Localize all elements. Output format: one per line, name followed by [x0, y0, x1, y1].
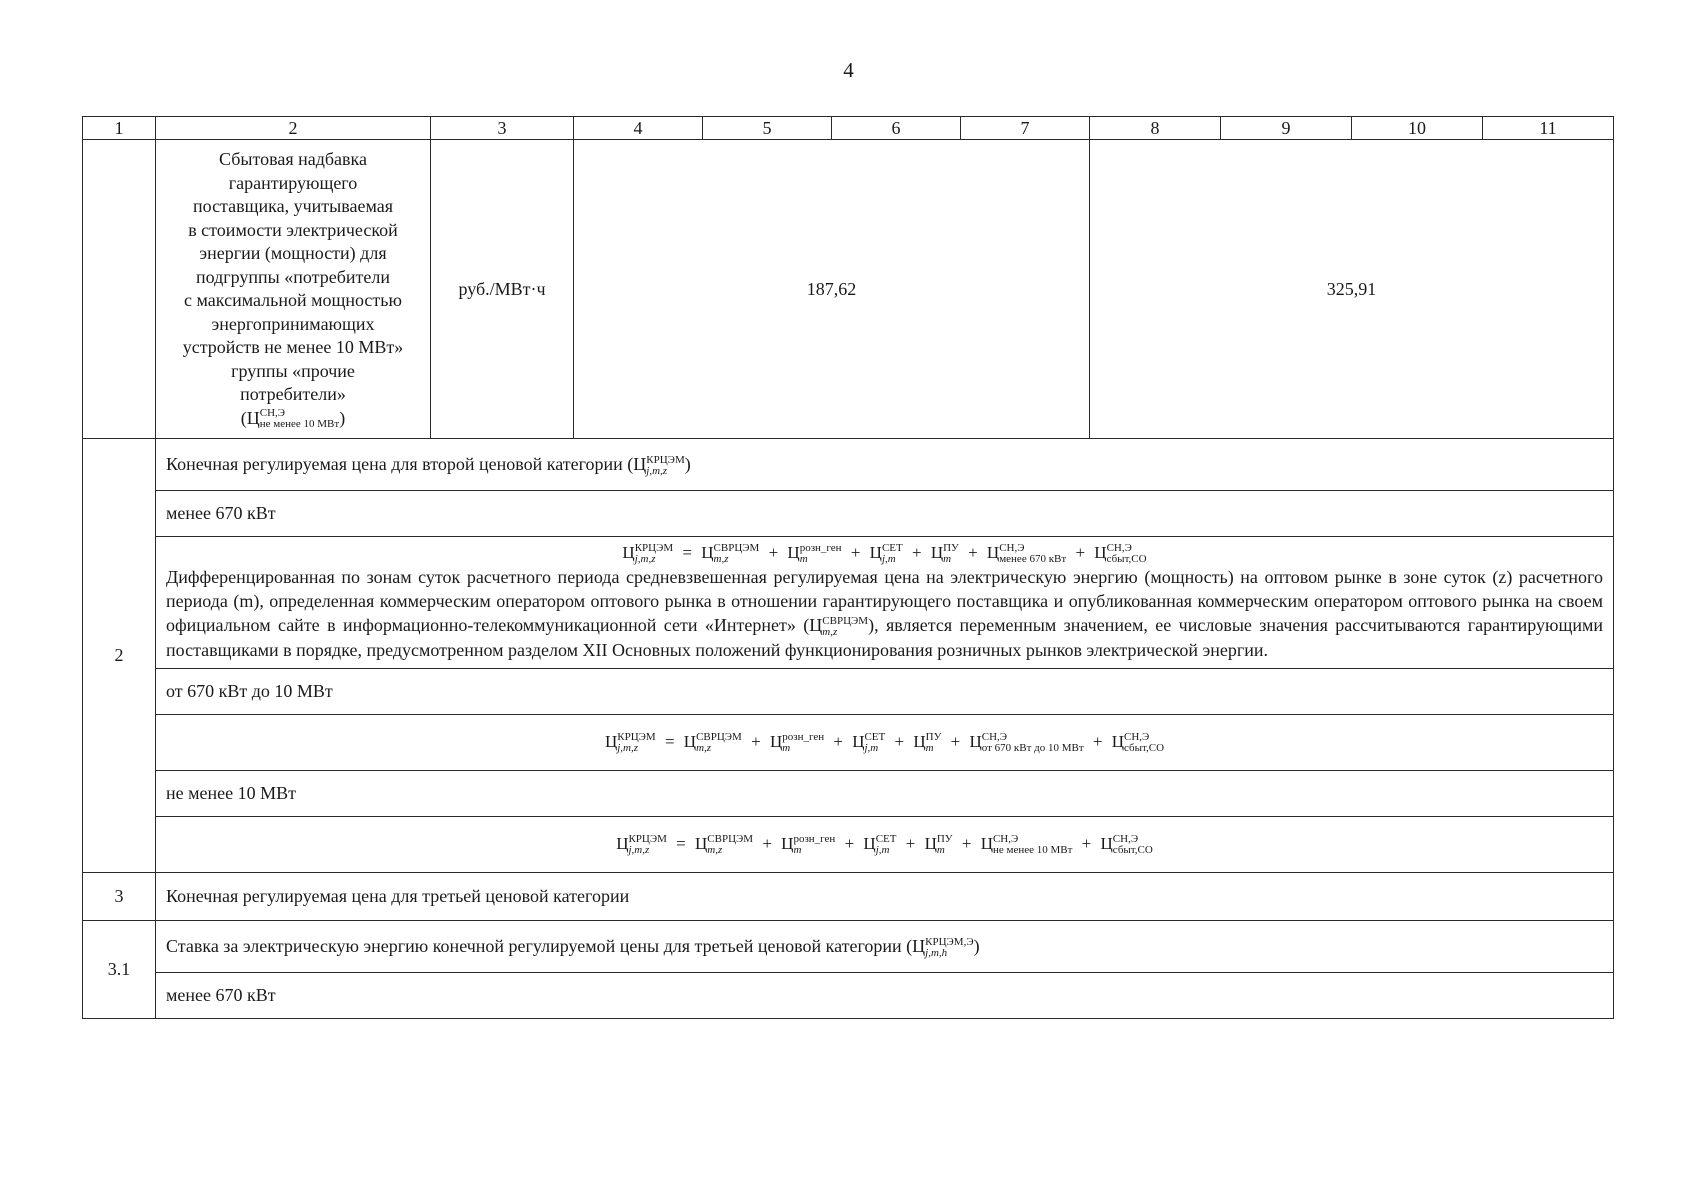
desc-line: группы «прочие — [231, 360, 355, 381]
formula2: Ц КРЦЭМ j,m,z = Ц СВРЦЭМ m,z + Ц розн_ген m + Ц СЕТ j,m + Ц ПУ m + Ц СН,Э от 670 кВт до 10 МВт + Ц СН,Э сбыт,СО — [604, 730, 1165, 754]
formula3: Ц КРЦЭМ j,m,z = Ц СВРЦЭМ m,z + Ц розн_ген m + Ц СЕТ j,m + Ц ПУ m + Ц СН,Э не менее 10 МВт + Ц СН,Э сбыт,СО — [616, 832, 1153, 856]
section31-title-row — [83, 921, 1614, 973]
band-label: не менее 10 МВт — [156, 771, 1614, 817]
value-cell-b: 325,91 — [1090, 140, 1614, 439]
col-header: 2 — [156, 117, 431, 140]
desc-line: энергопринимающих — [211, 313, 375, 334]
section2-formula3-row — [83, 817, 1614, 873]
markup-description — [156, 140, 431, 439]
col-header: 11 — [1483, 117, 1614, 140]
desc-line: устройств не менее 10 МВт» — [182, 337, 404, 357]
formula1: Ц КРЦЭМ j,m,z = Ц СВРЦЭМ m,z + Ц розн_ген m + Ц СЕТ j,m + Ц ПУ m + Ц СН,Э менее 670 кВт + Ц СН,Э сбыт,СО — [622, 542, 1147, 566]
section31-title: Ставка за электрическую энергию конечной регулируемой цены для третьей ценовой категории (Ц КРЦЭМ,Э j,m,h ) — [156, 921, 1614, 973]
formula3-cell — [156, 817, 1614, 873]
markup-symbol: (Ц СН,Э не менее 10 МВт ) — [240, 407, 346, 431]
section2-number: 2 — [83, 439, 156, 873]
desc-line: Сбытовая надбавка — [218, 149, 368, 169]
formula2-cell — [156, 715, 1614, 771]
svrcem-explanation: Дифференцированная по зонам суток расчетного периода средневзвешенная регулируемая цена на электрическую энергию (мощность) на оптовом рынке в зоне суток (z) расчетного периода (m), определенная коммерческим оператором оптового рынка в отношении гарантирующего поставщика и опубликованная коммерческим оператором оптового рынка на своем официальном сайте в информационно-телекоммуникационной сети «Интернет» (Ц СВРЦЭМ m,z ), является переменным значением, ее числовые значения рассчитываются гарантирующими поставщиками в порядке, предусмотренном разделом XII Основных положений функционирования розничных рынков электрической энергии. — [166, 567, 1603, 661]
row-number-empty — [83, 140, 156, 439]
desc-line: энергии (мощности) для — [199, 243, 387, 263]
col-header: 9 — [1221, 117, 1352, 140]
col-header: 3 — [431, 117, 574, 140]
desc-line: поставщика, учитываемая — [192, 196, 394, 216]
col-header: 1 — [83, 117, 156, 140]
band-label: менее 670 кВт — [156, 973, 1614, 1019]
section2-band2-row — [83, 669, 1614, 715]
col-header: 4 — [574, 117, 703, 140]
col-header: 7 — [961, 117, 1090, 140]
section31-band1-row — [83, 973, 1614, 1019]
desc-line: с максимальной мощностью — [184, 290, 402, 310]
section3-title: Конечная регулируемая цена для третьей ценовой категории — [156, 873, 1614, 921]
section2-formula2-row — [83, 715, 1614, 771]
section2-title: Конечная регулируемая цена для второй ценовой категории (Ц КРЦЭМ j,m,z ) — [156, 439, 1614, 491]
desc-line: гарантирующего — [228, 172, 358, 193]
section2-formula1-row — [83, 537, 1614, 669]
col-header: 6 — [832, 117, 961, 140]
section2-band3-row — [83, 771, 1614, 817]
section3-number: 3 — [83, 873, 156, 921]
formula1-cell — [156, 537, 1614, 669]
section3-row — [83, 873, 1614, 921]
col-header: 10 — [1352, 117, 1483, 140]
band-label: от 670 кВт до 10 МВт — [156, 669, 1614, 715]
section2-title-row — [83, 439, 1614, 491]
col-header: 5 — [703, 117, 832, 140]
desc-line: потребители» — [240, 384, 346, 404]
desc-line: в стоимости электрической — [188, 219, 398, 240]
col-header: 8 — [1090, 117, 1221, 140]
markup-row — [83, 140, 1614, 439]
unit-cell: руб./МВт·ч — [431, 140, 574, 439]
tariff-table — [82, 116, 1614, 1019]
page-number: 4 — [843, 58, 854, 82]
column-number-row — [83, 117, 1614, 140]
section2-band1-row — [83, 491, 1614, 537]
value-cell-a: 187,62 — [574, 140, 1090, 439]
desc-line: подгруппы «потребители — [195, 266, 390, 287]
section31-number: 3.1 — [83, 921, 156, 1019]
band-label: менее 670 кВт — [156, 491, 1614, 537]
